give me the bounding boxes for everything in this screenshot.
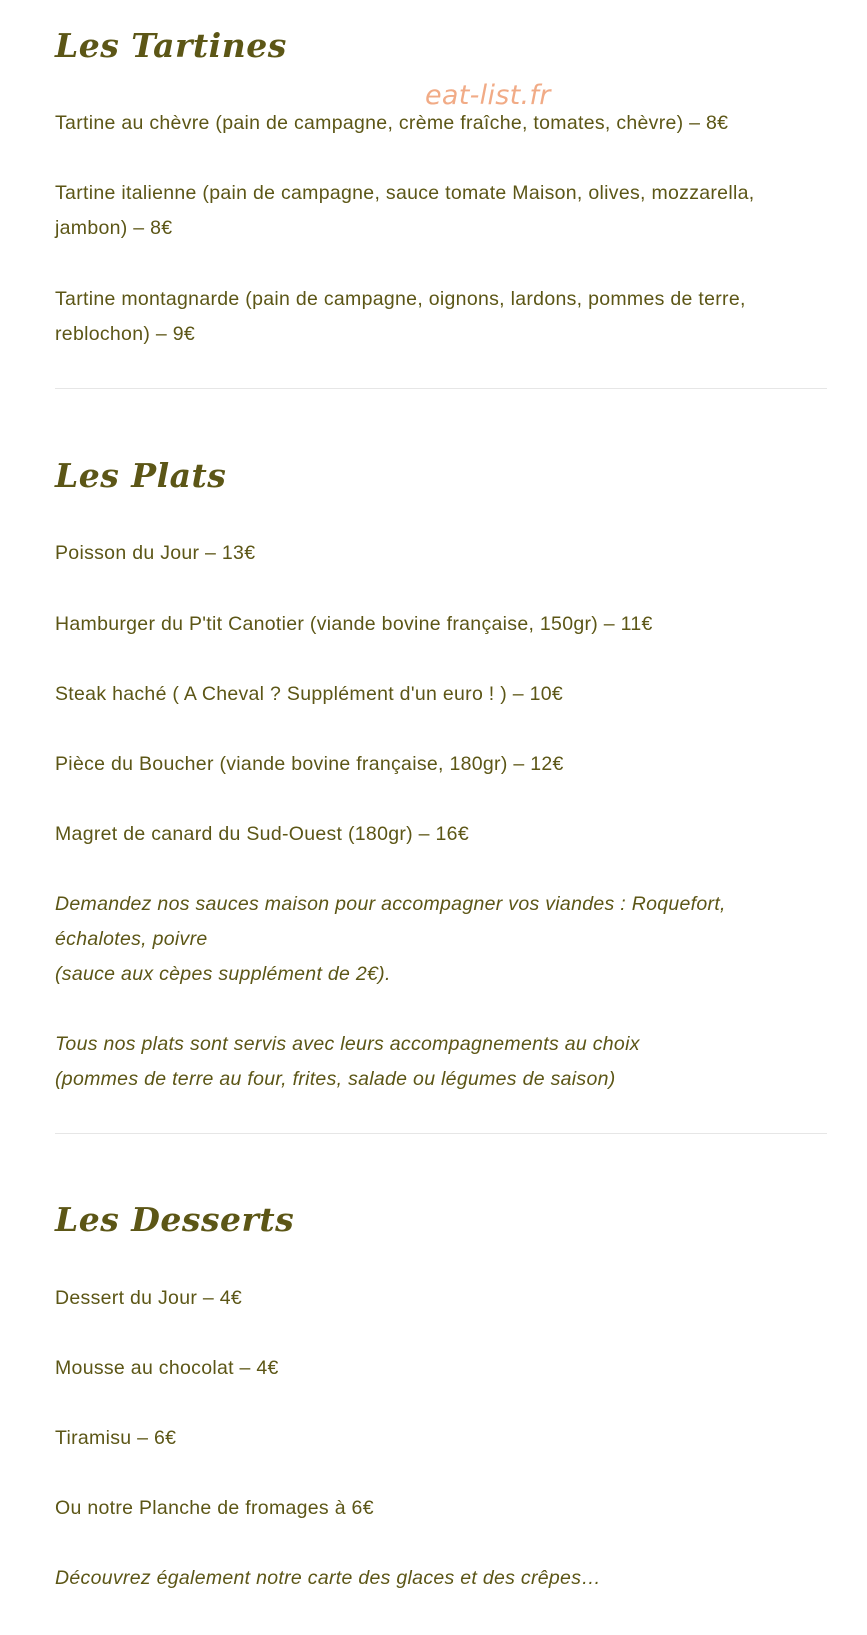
menu-item: Magret de canard du Sud-Ouest (180gr) – 16€ (55, 823, 469, 845)
menu-item: Steak haché ( A Cheval ? Supplément d'un euro ! ) – 10€ (55, 683, 564, 705)
menu-item-continuation: reblochon) – 9€ (55, 323, 196, 345)
section-title-tartines: Les Tartines (55, 26, 287, 65)
menu-item: Poisson du Jour – 13€ (55, 542, 256, 564)
menu-note: Tous nos plats sont servis avec leurs accompagnements au choix (55, 1033, 640, 1055)
menu-note: (sauce aux cèpes supplément de 2€). (55, 963, 391, 985)
section-title-plats: Les Plats (55, 456, 227, 495)
menu-note: Découvrez également notre carte des glaces et des crêpes… (55, 1567, 602, 1589)
menu-note: Demandez nos sauces maison pour accompagner vos viandes : Roquefort, (55, 893, 726, 915)
menu-item: Tartine italienne (pain de campagne, sauce tomate Maison, olives, mozzarella, (55, 182, 755, 204)
menu-item: Mousse au chocolat – 4€ (55, 1357, 279, 1379)
menu-item: Tiramisu – 6€ (55, 1427, 177, 1449)
watermark-text: eat-list.fr (425, 80, 551, 111)
menu-item: Ou notre Planche de fromages à 6€ (55, 1497, 374, 1519)
menu-item-continuation: jambon) – 8€ (55, 217, 173, 239)
menu-item: Tartine montagnarde (pain de campagne, oignons, lardons, pommes de terre, (55, 288, 746, 310)
section-title-desserts: Les Desserts (55, 1200, 295, 1239)
menu-note: (pommes de terre au four, frites, salade ou légumes de saison) (55, 1068, 616, 1090)
menu-item: Pièce du Boucher (viande bovine française, 180gr) – 12€ (55, 753, 564, 775)
menu-item: Dessert du Jour – 4€ (55, 1287, 243, 1309)
menu-item: Hamburger du P'tit Canotier (viande bovine française, 150gr) – 11€ (55, 613, 653, 635)
menu-note: échalotes, poivre (55, 928, 208, 950)
menu-item: Tartine au chèvre (pain de campagne, crème fraîche, tomates, chèvre) – 8€ (55, 112, 729, 134)
section-divider (55, 1133, 827, 1134)
section-divider (55, 388, 827, 389)
